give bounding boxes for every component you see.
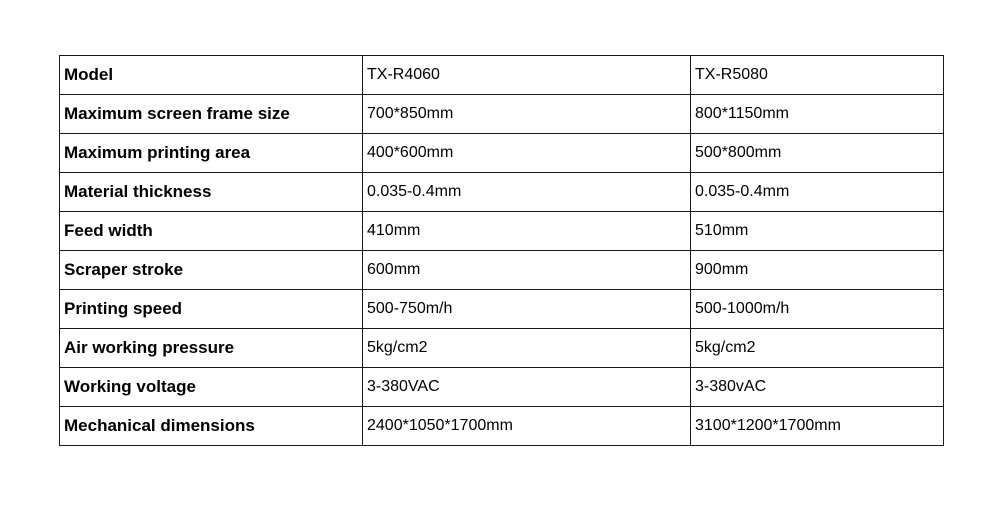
value-tx-r4060: 410mm [363,212,691,251]
value-tx-r4060: 0.035-0.4mm [363,173,691,212]
table-row-material-thickness [60,173,944,212]
value-tx-r5080: TX-R5080 [691,56,944,95]
table-row-air-pressure [60,329,944,368]
value-tx-r4060: 5kg/cm2 [363,329,691,368]
specification-table [59,55,944,446]
row-label: Scraper stroke [60,251,363,290]
value-tx-r4060: 600mm [363,251,691,290]
row-label: Air working pressure [60,329,363,368]
value-tx-r4060: 3-380VAC [363,368,691,407]
table-row-model [60,56,944,95]
value-tx-r5080: 500*800mm [691,134,944,173]
value-tx-r4060: 2400*1050*1700mm [363,407,691,446]
value-tx-r5080: 0.035-0.4mm [691,173,944,212]
table-row-scraper-stroke [60,251,944,290]
table-row-printing-area [60,134,944,173]
value-tx-r5080: 5kg/cm2 [691,329,944,368]
table-row-working-voltage [60,368,944,407]
row-label: Mechanical dimensions [60,407,363,446]
row-label: Maximum printing area [60,134,363,173]
row-label: Model [60,56,363,95]
table-row-mechanical-dimensions [60,407,944,446]
table-row-printing-speed [60,290,944,329]
value-tx-r4060: 500-750m/h [363,290,691,329]
row-label: Feed width [60,212,363,251]
value-tx-r4060: 400*600mm [363,134,691,173]
value-tx-r4060: TX-R4060 [363,56,691,95]
value-tx-r5080: 500-1000m/h [691,290,944,329]
value-tx-r5080: 3100*1200*1700mm [691,407,944,446]
value-tx-r5080: 800*1150mm [691,95,944,134]
value-tx-r5080: 510mm [691,212,944,251]
row-label: Working voltage [60,368,363,407]
value-tx-r4060: 700*850mm [363,95,691,134]
row-label: Maximum screen frame size [60,95,363,134]
row-label: Material thickness [60,173,363,212]
table-row-screen-frame-size [60,95,944,134]
table-row-feed-width [60,212,944,251]
value-tx-r5080: 900mm [691,251,944,290]
row-label: Printing speed [60,290,363,329]
value-tx-r5080: 3-380vAC [691,368,944,407]
